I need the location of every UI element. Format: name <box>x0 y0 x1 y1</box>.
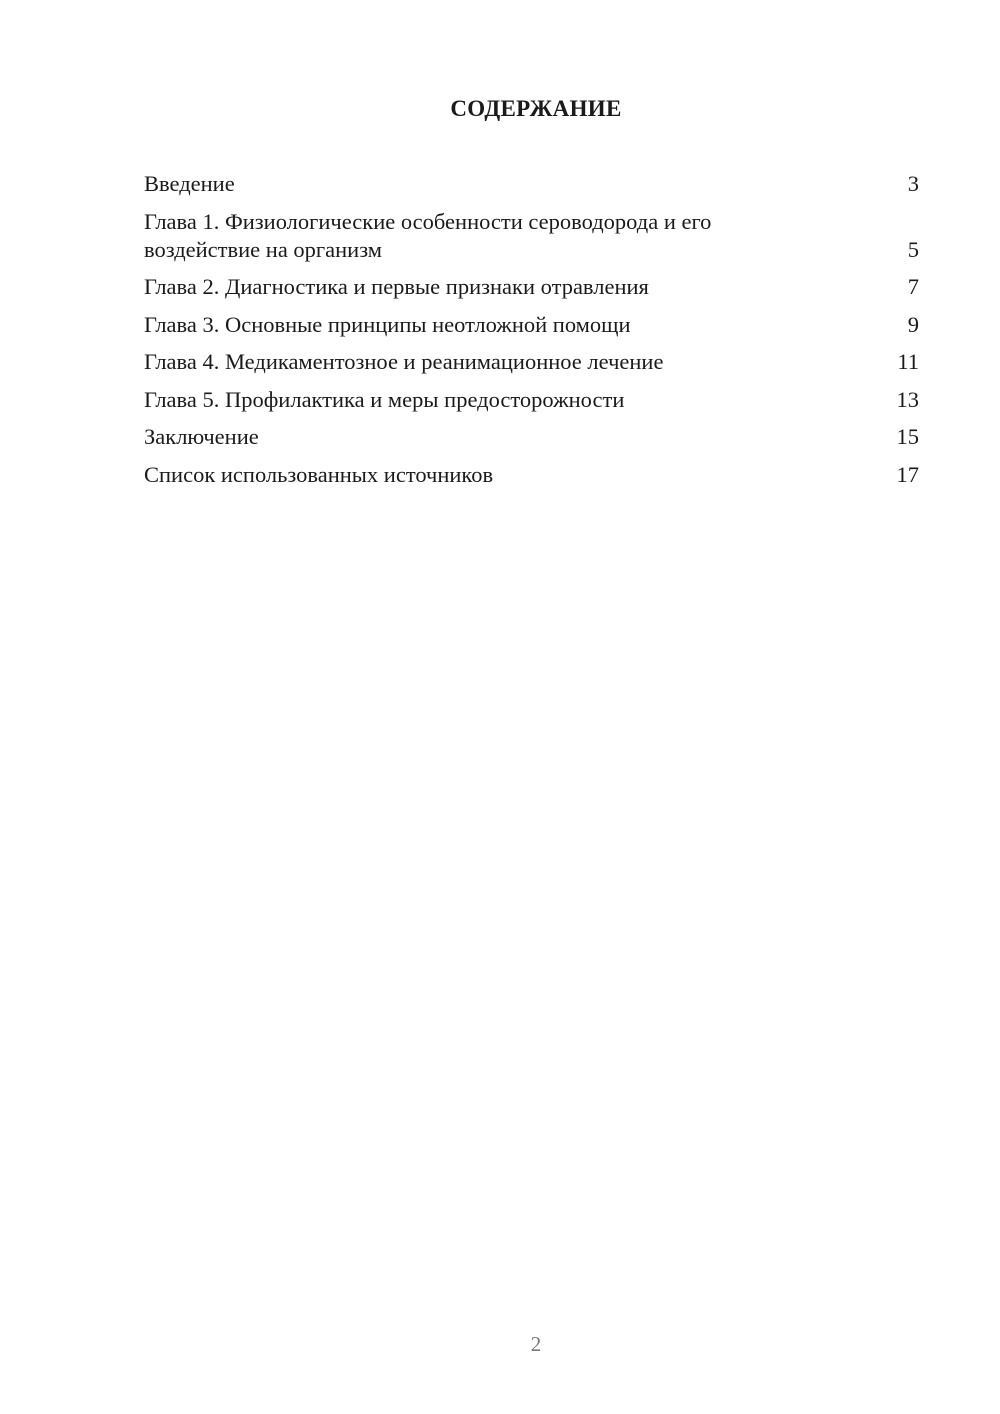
toc-item-page: 7 <box>907 274 919 299</box>
toc-item-label: Глава 4. Медикаментозное и реанимационное лечение <box>144 349 664 374</box>
page-title: СОДЕРЖАНИЕ <box>450 96 622 121</box>
toc-item-conclusion[interactable] <box>144 423 919 451</box>
toc-item-introduction[interactable] <box>144 170 919 198</box>
table-of-contents <box>144 170 919 498</box>
toc-item-page: 11 <box>897 349 919 374</box>
toc-item-page: 9 <box>907 311 919 337</box>
toc-item-page: 3 <box>907 171 919 196</box>
toc-item-page: 13 <box>896 386 919 412</box>
toc-item-label: Глава 5. Профилактика и меры предосторожности <box>144 386 625 412</box>
toc-item-label: Введение <box>144 171 235 196</box>
toc-item-chapter-5[interactable] <box>144 386 919 414</box>
toc-item-page: 15 <box>896 424 919 449</box>
toc-item-label: Заключение <box>144 424 259 449</box>
toc-item-label: Глава 1. Физиологические особенности сероводорода и его воздействие на организм <box>144 208 712 262</box>
toc-item-references[interactable] <box>144 461 919 489</box>
toc-item-page: 5 <box>907 236 919 262</box>
toc-item-chapter-2[interactable] <box>144 273 919 301</box>
toc-item-chapter-3[interactable] <box>144 311 919 339</box>
toc-item-chapter-4[interactable] <box>144 348 919 376</box>
toc-item-page: 17 <box>896 461 919 487</box>
toc-item-label: Глава 3. Основные принципы неотложной помощи <box>144 311 631 337</box>
toc-item-label: Список использованных источников <box>144 461 494 487</box>
toc-item-label: Глава 2. Диагностика и первые признаки отравления <box>144 274 649 299</box>
toc-item-chapter-1[interactable] <box>144 208 919 264</box>
page-number: 2 <box>530 1332 542 1356</box>
